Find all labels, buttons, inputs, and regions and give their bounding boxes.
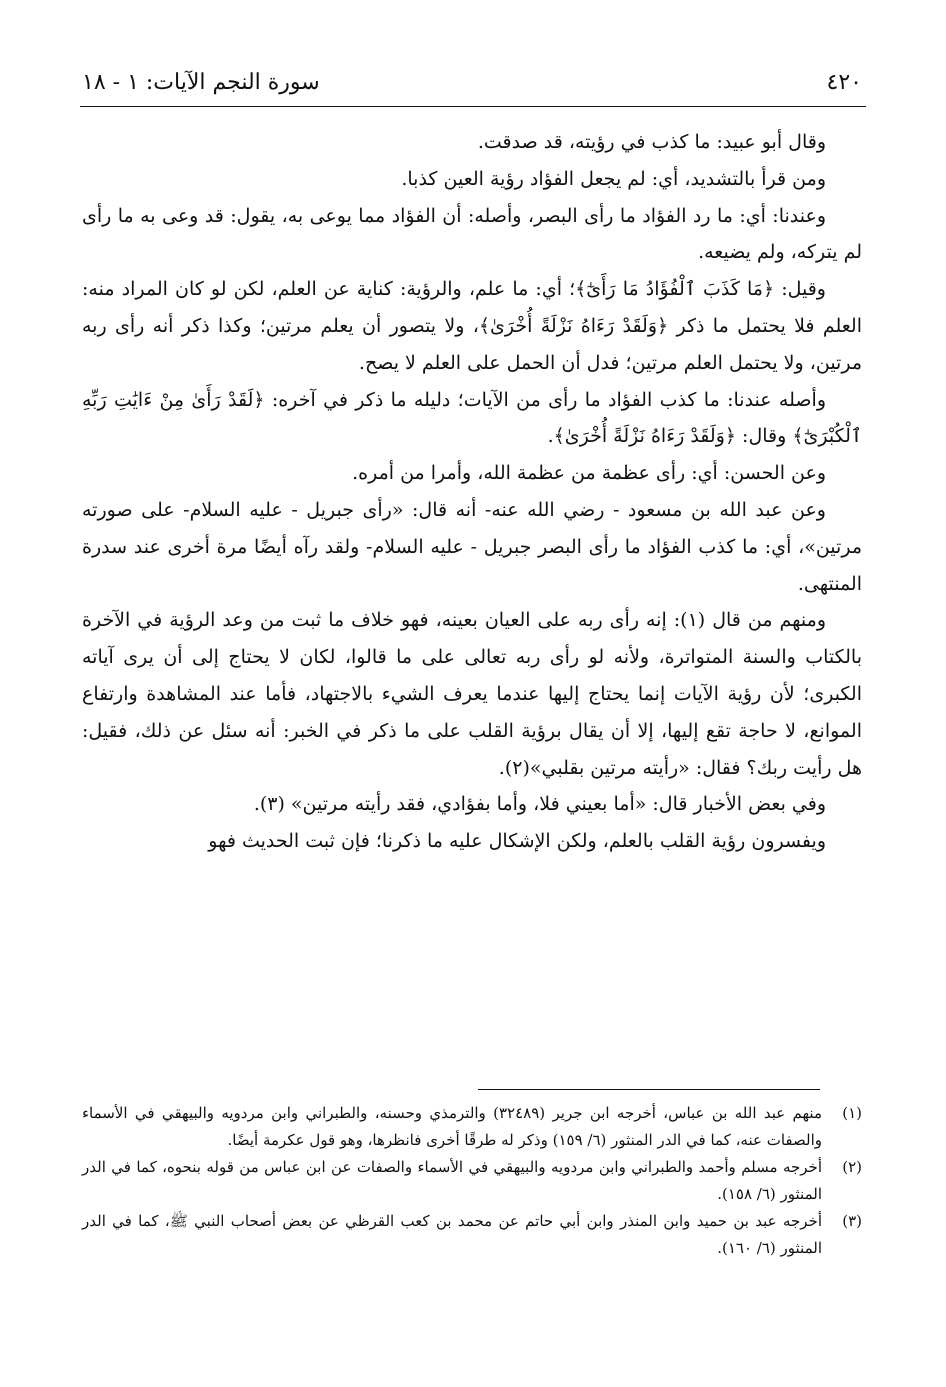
- footnote-number: (٢): [842, 1158, 862, 1176]
- main-text: [82, 124, 862, 860]
- footnote-text: أخرجه مسلم وأحمد والطبراني وابن مردويه والبيهقي في الأسماء والصفات عن ابن عباس من قوله بنحوه، كما في الدر المنثور (٦/ ١٥٨).: [82, 1158, 822, 1203]
- paragraph: ومنهم من قال (١): إنه رأى ربه على العيان بعينه، فهو خلاف ما ثبت من وعد الرؤية في الآخرة بالكتاب والسنة المتواترة، ولأنه لو رأى ربه تعالى على ما قالوا، لكان لا يحتاج إلى أن يرى آياته الكبرى؛ لأن رؤية الآيات إنما يحتاج إليها عندما يعرف الشيء بالاجتهاد، فأما عند المشاهدة وارتفاع الموانع، لا حاجة تقع إليها، إلا أن يقال برؤية القلب على ما ذكر في الخبر: أنه سئل عن ذلك، فقيل: هل رأيت ربك؟ فقال: «رأيته مرتين بقلبي»(٢).: [82, 609, 862, 779]
- footnote: [82, 1208, 862, 1262]
- header-rule: [80, 106, 866, 107]
- paragraph: وعن الحسن: أي: رأى عظمة من عظمة الله، وأمرا من أمره.: [352, 462, 826, 485]
- paragraph: وقال أبو عبيد: ما كذب في رؤيته، قد صدقت.: [477, 131, 826, 153]
- footnote-text: أخرجه عبد بن حميد وابن المنذر وابن أبي حاتم عن محمد بن كعب القرظي عن بعض أصحاب النبي ﷺ، كما في الدر المنثور (٦/ ١٦٠).: [82, 1212, 822, 1257]
- paragraph: وعندنا: أي: ما رد الفؤاد ما رأى البصر، وأصله: أن الفؤاد مما يوعى به، يقول: قد وعى به ما رأى لم يتركه، ولم يضيعه.: [82, 204, 862, 264]
- footnote-number: (١): [842, 1104, 862, 1122]
- footnotes: [82, 1100, 862, 1262]
- footnote-text: منهم عبد الله بن عباس، أخرجه ابن جرير (٣٢٤٨٩) والترمذي وحسنه، والطبراني وابن مردويه والبيهقي في الأسماء والصفات عنه، كما في الدر المنثور (٦/ ١٥٩) وذكر له طرقًا أخرى فانظرها، وهو قول عكرمة أيضًا.: [82, 1104, 822, 1149]
- paragraph: وقيل: ﴿مَا كَذَبَ ٱلْفُؤَادُ مَا رَأَىٰٓ﴾؛ أي: ما علم، والرؤية: كناية عن العلم، لكن لو كان المراد منه: العلم فلا يحتمل ما ذكر ﴿وَلَقَدْ رَءَاهُ نَزْلَةً أُخْرَىٰ﴾، ولا يتصور أن يعلم مرتين؛ وكذا ذكر أنه رأى ربه مرتين، ولا يحتمل العلم مرتين؛ فدل أن الحمل على العلم لا يصح.: [82, 278, 862, 374]
- paragraph: ومن قرأ بالتشديد، أي: لم يجعل الفؤاد رؤية العين كذبا.: [401, 167, 826, 190]
- footnote: [82, 1100, 862, 1154]
- footnote-separator: [478, 1089, 820, 1090]
- paragraph: وفي بعض الأخبار قال: «أما بعيني فلا، وأما بفؤادي، فقد رأيته مرتين» (٣).: [253, 793, 826, 816]
- footnote: [82, 1154, 862, 1208]
- page-header: [82, 62, 862, 102]
- paragraph: ويفسرون رؤية القلب بالعلم، ولكن الإشكال عليه ما ذكرنا؛ فإن ثبت الحديث فهو: [208, 830, 826, 853]
- page-number: ٤٢٠: [826, 69, 862, 95]
- paragraph: وأصله عندنا: ما كذب الفؤاد ما رأى من الآيات؛ دليله ما ذكر في آخره: ﴿لَقَدْ رَأَىٰ مِنْ ءَايَٰتِ رَبِّهِ ٱلْكُبْرَىٰٓ﴾ وقال: ﴿وَلَقَدْ رَءَاهُ نَزْلَةً أُخْرَىٰ﴾.: [82, 388, 862, 448]
- paragraph: وعن عبد الله بن مسعود - رضي الله عنه- أنه قال: «رأى جبريل - عليه السلام- على صورته مرتين»، أي: ما كذب الفؤاد ما رأى البصر جبريل - عليه السلام- ولقد رآه أيضًا مرة أخرى عند سدرة المنتهى.: [82, 498, 862, 595]
- footnote-number: (٣): [842, 1212, 862, 1230]
- running-title: سورة النجم الآيات: ١ - ١٨: [82, 69, 320, 95]
